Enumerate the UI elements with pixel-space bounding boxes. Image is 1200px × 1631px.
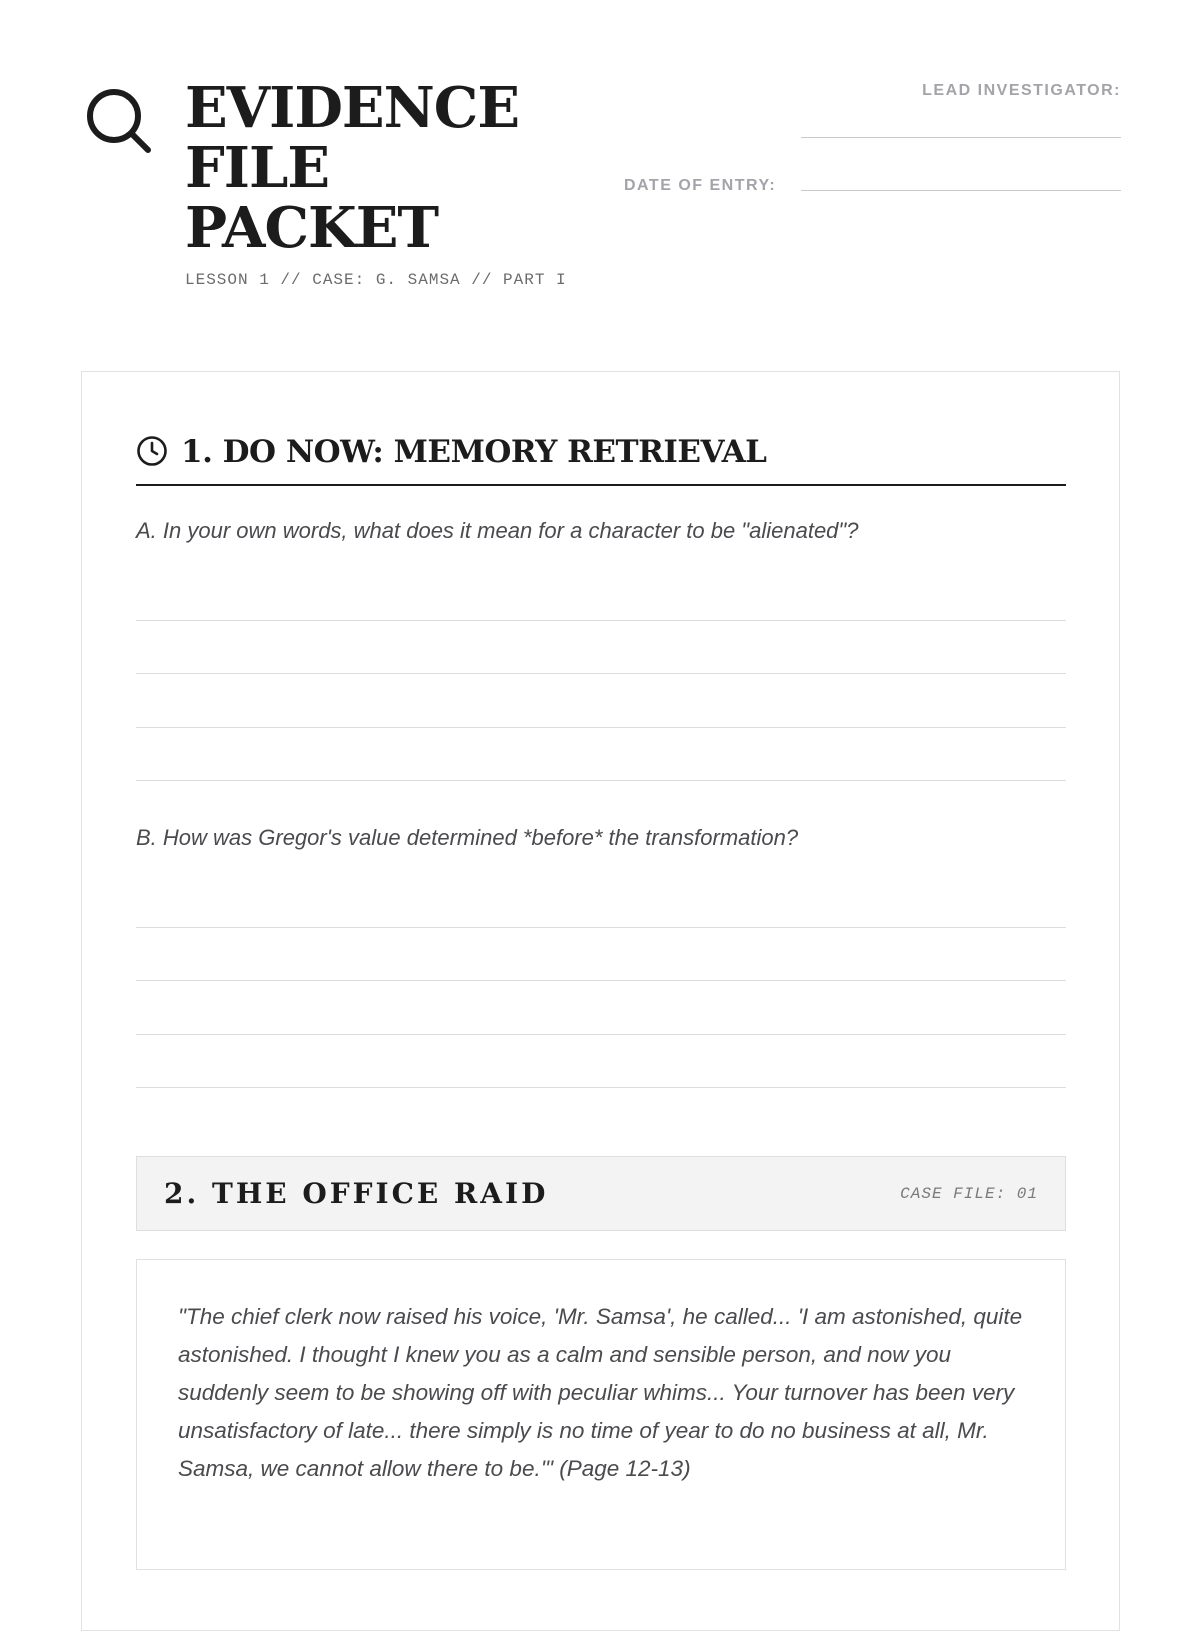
section1-title: 1. DO NOW: MEMORY RETRIEVAL xyxy=(181,434,767,470)
evidence-quote-box xyxy=(136,1259,1066,1570)
page-header xyxy=(0,0,1200,340)
case-file-tag: CASE FILE: 01 xyxy=(900,1185,1038,1203)
answer-b-line-4[interactable] xyxy=(136,1087,1066,1088)
section2-title: 2. THE OFFICE RAID xyxy=(164,1177,549,1210)
section1-header xyxy=(136,430,1066,486)
answer-b-line-1[interactable] xyxy=(136,927,1066,928)
magnifying-glass-icon xyxy=(84,86,154,156)
worksheet-card xyxy=(81,371,1120,1631)
lead-investigator-label: LEAD INVESTIGATOR: xyxy=(922,82,1121,99)
date-of-entry-label: DATE OF ENTRY: xyxy=(624,177,777,194)
question-a: A. In your own words, what does it mean for a character to be "alienated"? xyxy=(136,518,859,543)
question-b: B. How was Gregor's value determined *before* the transformation? xyxy=(136,825,799,850)
clock-icon xyxy=(136,435,168,467)
date-of-entry-field[interactable] xyxy=(801,190,1121,191)
answer-a-line-4[interactable] xyxy=(136,780,1066,781)
page-title: EVIDENCE FILE PACKET xyxy=(185,75,520,261)
answer-b-line-3[interactable] xyxy=(136,1034,1066,1035)
lead-investigator-field[interactable] xyxy=(801,137,1121,138)
answer-a-line-1[interactable] xyxy=(136,620,1066,621)
page-subtitle: LESSON 1 // CASE: G. SAMSA // PART I xyxy=(185,271,567,289)
evidence-quote: "The chief clerk now raised his voice, 'Mr. Samsa', he called... 'I am astonished, quite astonished. I thought I knew you as a calm and sensible person, and now you suddenly seem to be showing off with peculiar whims... Your turnover has been very unsatisfactory of late... there simply is no time of year to do no business at all, Mr. Samsa, we cannot allow there to be.'" (Page 12-13) xyxy=(178,1304,1023,1481)
section2-header xyxy=(136,1156,1066,1231)
answer-b-line-2[interactable] xyxy=(136,980,1066,981)
answer-a-line-3[interactable] xyxy=(136,727,1066,728)
answer-a-line-2[interactable] xyxy=(136,673,1066,674)
